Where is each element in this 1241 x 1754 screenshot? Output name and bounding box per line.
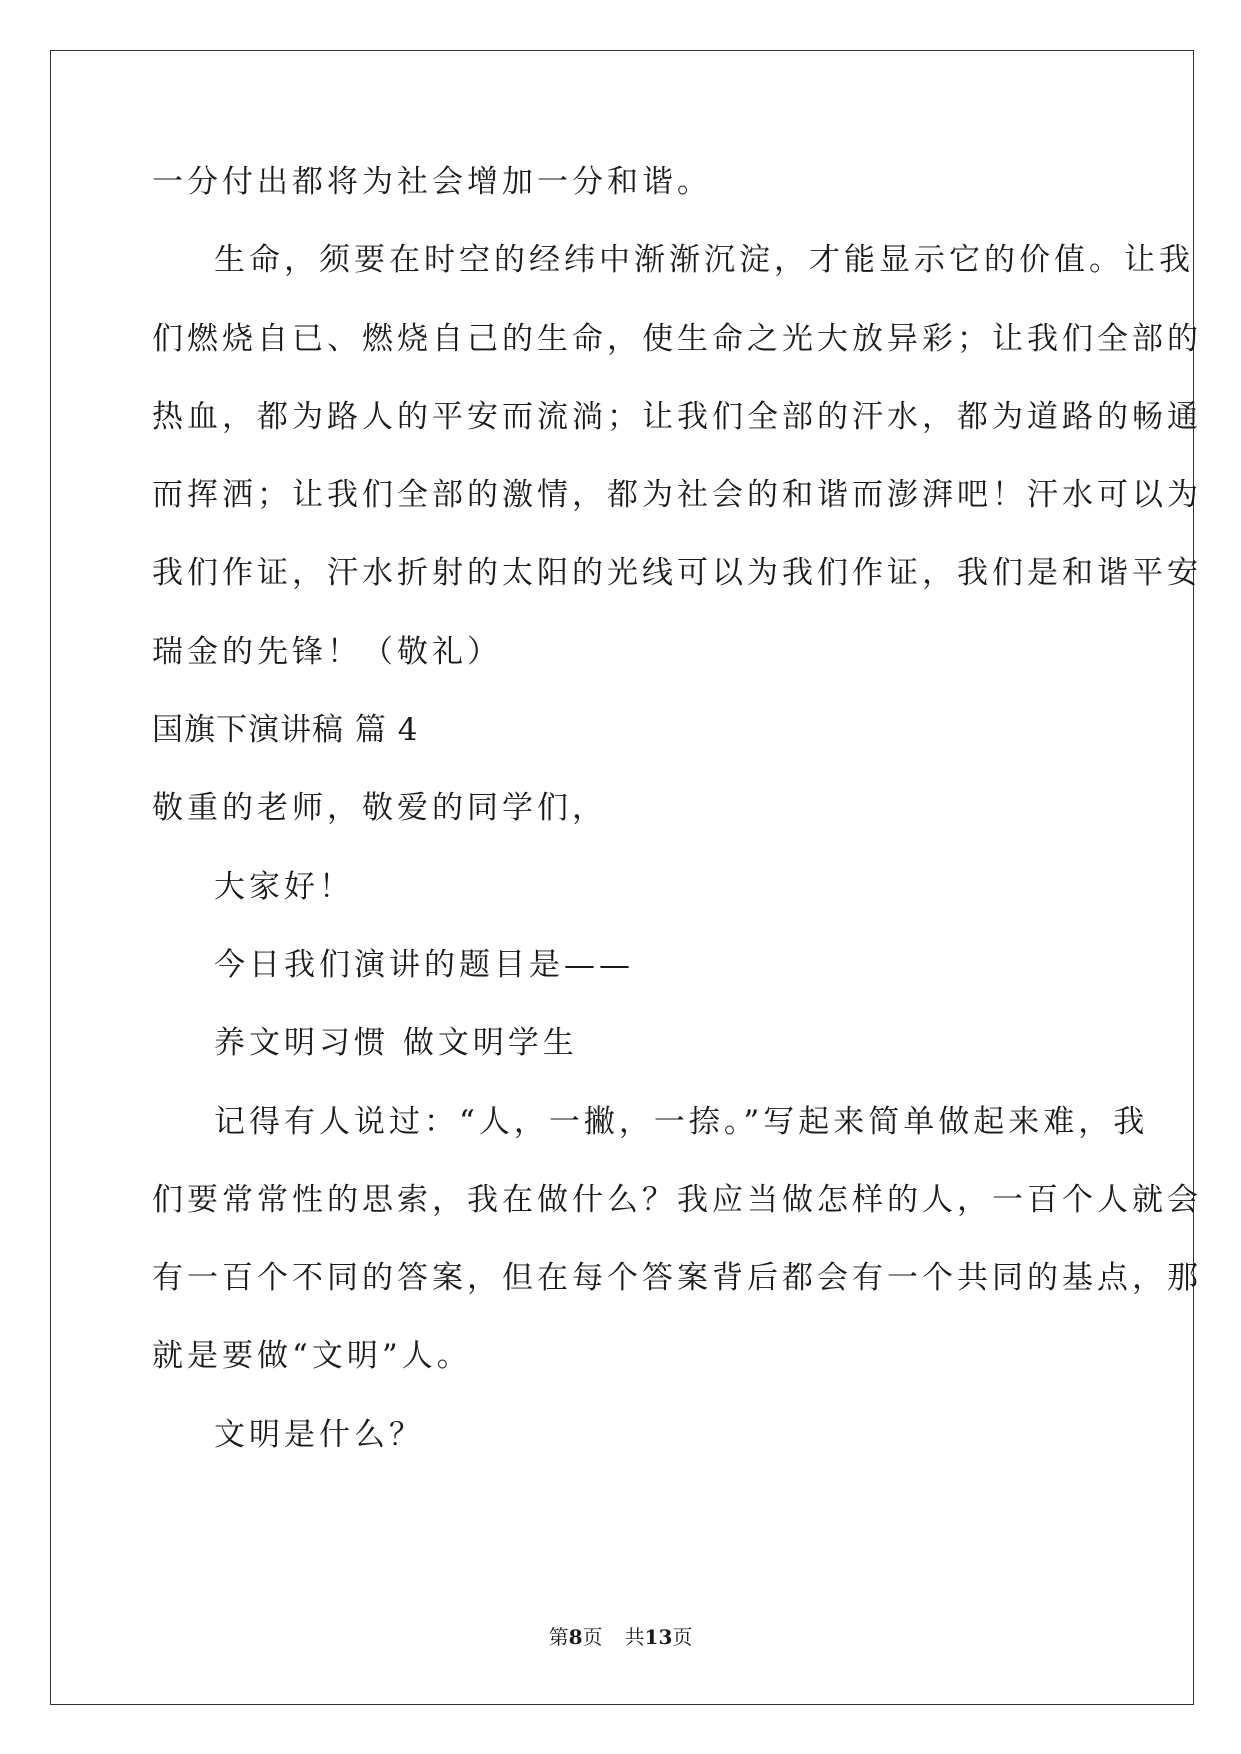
speech-title: 养文明习惯 做文明学生 — [214, 1025, 578, 1062]
paragraph-line: 而挥洒；让我们全部的激情，都为社会的和谐而澎湃吧！汗水可以为 — [152, 477, 1202, 514]
paragraph-line: 记得有人说过：“人，一撇，一捺。”写起来简单做起来难，我 — [214, 1103, 1149, 1140]
total-pages-number: 13 — [644, 1625, 673, 1649]
footer-prefix: 第 — [548, 1625, 569, 1649]
paragraph-line: 今日我们演讲的题目是—— — [214, 946, 634, 983]
paragraph-line: 我们作证，汗水折射的太阳的光线可以为我们作证，我们是和谐平安 — [152, 555, 1202, 592]
paragraph-line: 热血，都为路人的平安而流淌；让我们全部的汗水，都为道路的畅通 — [152, 398, 1202, 435]
footer-total-prefix: 共 — [624, 1625, 645, 1649]
paragraph-line: 一分付出都将为社会增加一分和谐。 — [152, 164, 712, 200]
footer-total-suffix: 页 — [672, 1625, 693, 1649]
paragraph-line: 们燃烧自已、燃烧自己的生命，使生命之光大放异彩；让我们全部的 — [152, 320, 1202, 357]
document-body — [152, 162, 1202, 1493]
page-footer — [0, 1625, 1241, 1649]
section-title: 国旗下演讲稿 篇 4 — [152, 712, 419, 749]
paragraph-line: 有一百个不同的答案，但在每个答案背后都会有一个共同的基点，那 — [152, 1260, 1202, 1297]
paragraph-line: 瑞金的先锋！（敬礼） — [152, 633, 502, 670]
paragraph-line: 文明是什么？ — [214, 1416, 424, 1453]
footer-page-suffix: 页 — [582, 1625, 603, 1649]
salutation-line: 敬重的老师，敬爱的同学们， — [152, 790, 607, 827]
greeting-line: 大家好！ — [214, 868, 354, 905]
current-page-number: 8 — [568, 1625, 583, 1649]
paragraph-line: 们要常常性的思索，我在做什么？我应当做怎样的人，一百个人就会 — [152, 1181, 1202, 1218]
paragraph-line: 生命，须要在时空的经纬中渐渐沉淀，才能显示它的价值。让我 — [214, 242, 1194, 279]
paragraph-line: 就是要做“文明”人。 — [152, 1338, 472, 1375]
